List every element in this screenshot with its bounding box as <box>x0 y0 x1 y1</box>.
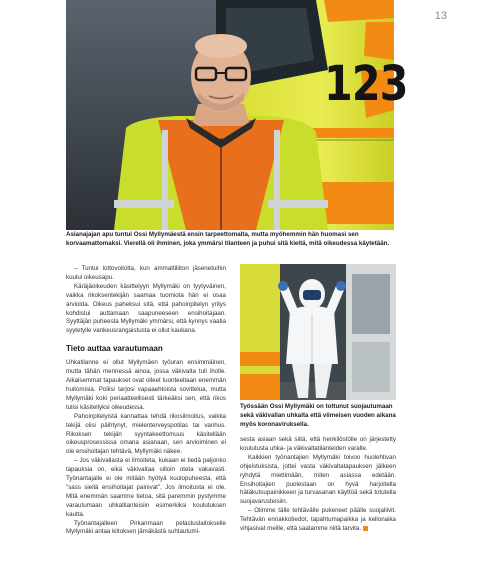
ambulance-code: C112 <box>424 213 456 226</box>
paragraph: Työnantajalleen Pirkanmaan pelastuslaitokselle Myllymäki antaa kiitoksen jämäkästä suhtautumi- <box>66 519 226 536</box>
paragraph: Uhkatilanne ei ollut Myllymäen työuran ensimmäinen, mutta tähän mennessä ainoa, jossa väkivalta tuli iholle. Aikaisemmat tapaukset ovat olleet luonteeltaan enemmän huitomisia. Poliisi tarjosi vapaaehtoista sovittelua, mutta Myllymäki koki periaatteellisesti tärkeäksi sen, että rikos tulisi käsitellyksi oikeudessa. <box>66 359 226 411</box>
end-of-article-mark <box>363 526 368 531</box>
paragraph: Pahoinpitelyistä kannattaa tehdä rikosilmoitus, vaikka tekijä olisi päihtynyt, mielenterveyspotilas tai vanhus. Rikoksen tekijän syyntakeettomuus käsitellään oikeusprosessissa omana asianaan, sen arvioiminen ei ole ensihoitajan tehtävä, Myllymäki näkee. <box>66 412 226 456</box>
paragraph: Kaikkien työnantajien Myllymäki toivoo huolehtivan ohjeistuksista, jottei vasta väkivaltatapauksen jälkeen ryhdytä miettimään, miten asiassa edetään. Ensihoitajien puolestaan on hyvä harjoitella hätäkutsupainikkeen ja turvasanan käyttöä sekä totutella suojavarusteisiin. <box>240 453 396 506</box>
paragraph: Käräjäoikeuden käsittelyyn Myllymäki on tyytyväinen, vaikka rikoksentekijän saamaa tuomiota hän ei osaa arvioida. Oikeus paheksui sitä, että pahoinpitelyn yritys kohdistui auttamaan saapuneeseen ensihoitajaan. Syyttäjän puheesta Myllymäki ymmärsi, että kynnys vaatia syytetylle vankeusrangaistusta ei ollut kaukana. <box>66 282 226 335</box>
paragraph-last <box>240 507 396 534</box>
hero-caption: Asianajajan apu tuntui Ossi Myllymäestä ensin tarpeettomalta, mutta myöhemmin hän huomasi sen korvaamattomaksi. Vierellä oli ihminen, joka ymmärsi tilanteen ja puhui sitä kieltä, mitä oikeudessa käytetään. <box>66 231 390 247</box>
side-illustration <box>240 264 396 400</box>
side-caption: Työssään Ossi Myllymäki on tottunut suojautumaan sekä väkivallan uhkalta että viimeisen vuoden aikana myös koronaviruksella. <box>240 403 396 428</box>
hero-illustration <box>66 0 394 230</box>
page-number: 13 <box>434 10 447 22</box>
section-heading: Tieto auttaa varautumaan <box>66 344 163 354</box>
paragraph-text: – Olimme tälle tehtävälle pukeneet päälle suojaliivit. Tehtävän ennakkotiedot, tapahtumapaikka ja kellonaika vihjasivat meille, että saatamme niitä tarvita. <box>240 507 396 533</box>
side-photo <box>240 264 396 400</box>
ambulance-number: 123 <box>324 56 408 112</box>
paragraph: – Tuntui lottovoitolta, kun ammattiliiton jäsenetuihin kuului oikeusapu. <box>66 265 226 281</box>
right-column <box>240 436 396 534</box>
paragraph: sesta asiaan sekä siitä, että henkilöstölle on järjestetty koulutusta uhka- ja väkivaltatilanteiden varalle. <box>240 436 396 452</box>
left-column <box>66 265 226 537</box>
paragraph: – Jos väkivallasta ei ilmoiteta, kukaan ei tiedä paljonko tapauksia on, eikä väkivaltaa silloin oteta vakavasti. Työnantajalle ei ole mitään hyötyä kuulopuheesta, että "sass siellä ensihoitajat painivat". Jos ilmoitusta ei ole. Mitä enemmän saamme tietoa, sitä paremmin pystymme varautumaan uhkatilanteisiin esimerkiksi koulutuksen kautta. <box>66 457 226 518</box>
